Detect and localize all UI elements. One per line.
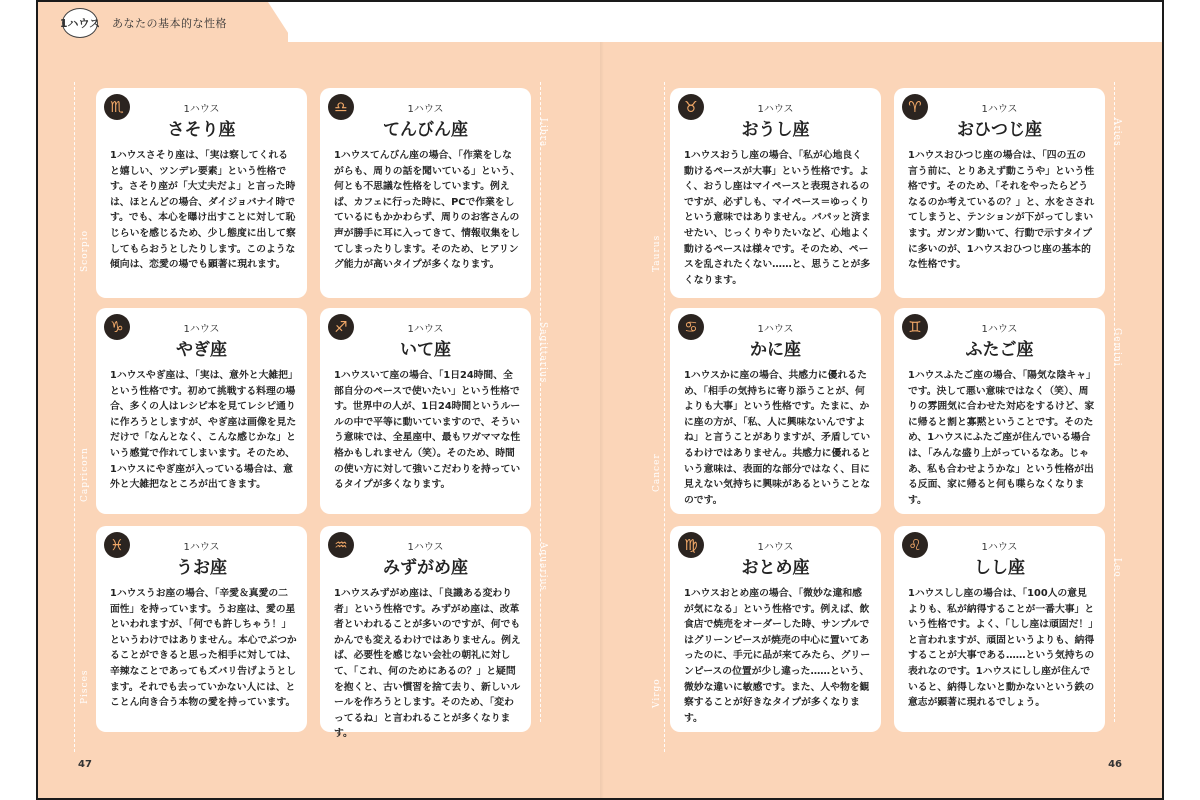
card-description: 1ハウスうお座の場合、「辛愛＆真愛の二面性」を持っています。うお座は、愛の星といわれますが、「何でも許しちゃう！」というわけではありません。本心でぶつかることができると思った相手に対しては、辛辣なことであってもズバリ告げようとします。それでも去っていかない人には、とことん向き合う本物の愛を持っています。 [110, 588, 297, 709]
card-sign-name: おうし座 [741, 120, 810, 140]
label-aries: Aries [1112, 118, 1122, 147]
card-scorpio [96, 88, 307, 298]
card-description: 1ハウスやぎ座は、「実は、意外と大雑把」という性格です。初めて挑戦する料理の場合、多くの人はレシピ本を見てレシピ通りに作ろうとしますが、やぎ座は画像を見ただけで「なんとなく、こんな感じかな」という感覚で作れてしまいます。そのため、1ハウスにやぎ座が入っている場合は、意外と大雑把なところが出てきます。 [110, 370, 297, 491]
label-scorpio: Scorpio [80, 230, 90, 272]
card-house-label: 1ハウス [757, 324, 794, 335]
left-edge-line [74, 82, 75, 752]
card-description: 1ハウスかに座の場合、共感力に優れるため、「相手の気持ちに寄り添うことが、何よりも大事」という性格です。たまに、かに座の方が、「私、人に興味ないんですよね」と言うことがありますが、矛盾しているわけではありません。共感力に優れるという意味は、表面的な部分ではなく、目に見えない気持ちに興味があるということなのです。 [684, 370, 871, 506]
card-cancer [670, 308, 881, 514]
card-taurus [670, 88, 881, 298]
page-number-left: 47 [78, 759, 92, 770]
page-number-right: 46 [1108, 759, 1122, 770]
aries-icon: ♈ [902, 94, 928, 120]
card-gemini [894, 308, 1105, 514]
capricorn-icon: ♑ [104, 314, 130, 340]
card-house-label: 1ハウス [407, 542, 444, 553]
house-badge: 1ハウス [62, 8, 98, 38]
card-sign-name: やぎ座 [176, 340, 227, 360]
card-house-label: 1ハウス [407, 104, 444, 115]
card-capricorn [96, 308, 307, 514]
card-house-label: 1ハウス [183, 324, 220, 335]
label-leo: Leo [1112, 558, 1122, 578]
virgo-icon: ♍ [678, 532, 704, 558]
card-sign-name: てんびん座 [383, 120, 468, 140]
libra-icon: ♎ [328, 94, 354, 120]
header-tab-edge [268, 2, 308, 44]
right-edge-line [1114, 82, 1115, 722]
card-sign-name: ふたご座 [965, 340, 1034, 360]
page-gutter [600, 42, 604, 800]
card-sign-name: さそり座 [167, 120, 236, 140]
card-sign-name: おひつじ座 [957, 120, 1042, 140]
card-description: 1ハウスおとめ座の場合、「微妙な違和感が気になる」という性格です。例えば、飲食店で焼売をオーダーした時、サンプルではグリーンピースが焼売の中心に置いてあったのに、手元に品が来てみたら、グリーンピースの位置が少し違った……という、微妙な違いに敏感です。また、人や物を観察することが好きなタイプが多くなります。 [684, 588, 871, 724]
taurus-icon: ♉ [678, 94, 704, 120]
card-description: 1ハウスみずがめ座は、「良識ある変わり者」という性格です。みずがめ座は、改革者といわれることが多いのですが、何でもかんでも変えるわけではありません。例えば、必要性を感じない会社の朝礼に対して、「これ、何のためにあるの？」と疑問を抱くと、古い慣習を捨て去り、新しいルールを作ろうとします。そのため、「変わってるね」と言われることが多くなります。 [334, 588, 521, 740]
aquarius-icon: ♒ [328, 532, 354, 558]
sagittarius-icon: ♐ [328, 314, 354, 340]
label-virgo: Virgo [652, 678, 662, 708]
card-house-label: 1ハウス [183, 104, 220, 115]
card-leo [894, 526, 1105, 732]
right-page-left-line [664, 82, 665, 752]
card-house-label: 1ハウス [757, 542, 794, 553]
cancer-icon: ♋ [678, 314, 704, 340]
label-aquarius: Aquarius [538, 542, 548, 592]
page-title: あなたの基本的な性格 [112, 17, 227, 30]
card-house-label: 1ハウス [981, 324, 1018, 335]
label-gemini: Gemini [1112, 328, 1122, 367]
gemini-icon: ♊ [902, 314, 928, 340]
card-description: 1ハウスおひつじ座の場合は、「四の五の言う前に、とりあえず動こうや」という性格です。そのため、「それをやったらどうなるのか考えているの？」と、水をさされてしまうと、テンションが下がってしまいます。ガンガン動いて、行動で示すタイプに多いのが、1ハウスおひつじ座の基本的な性格です。 [908, 150, 1095, 271]
scorpio-icon: ♏ [104, 94, 130, 120]
card-pisces [96, 526, 307, 732]
label-libra: Libra [538, 118, 548, 148]
header-band [288, 2, 1162, 42]
book-spread [36, 0, 1164, 800]
label-pisces: Pisces [80, 669, 90, 704]
card-sagittarius [320, 308, 531, 514]
card-sign-name: おとめ座 [741, 558, 810, 578]
card-libra [320, 88, 531, 298]
card-aquarius [320, 526, 531, 740]
card-sign-name: うお座 [176, 558, 227, 578]
card-description: 1ハウスてんびん座の場合、「作業をしながらも、周りの話を聞いている」という、何とも不思議な性格をしています。例えば、カフェに行った時に、PCで作業をしているにもかかわらず、周りのお客さんの声が勝手に耳に入ってきて、情報収集をしてしまったりします。そのため、ヒアリング能力が高いタイプが多くなります。 [334, 150, 521, 271]
card-virgo [670, 526, 881, 732]
card-aries [894, 88, 1105, 298]
label-cancer: Cancer [652, 453, 662, 492]
card-house-label: 1ハウス [981, 104, 1018, 115]
card-sign-name: みずがめ座 [383, 558, 468, 578]
pisces-icon: ♓ [104, 532, 130, 558]
card-house-label: 1ハウス [981, 542, 1018, 553]
card-description: 1ハウスさそり座は、「実は察してくれると嬉しい、ツンデレ要素」という性格です。さそり座が「大丈夫だよ」と言った時は、ほとんどの場合、ダイジョバナイ時です。でも、本心を曝け出すことに対して恥じらいを感じるため、少し態度に出して察してもらおうとしたりします。このような傾向は、恋愛の場でも顕著に現れます。 [110, 150, 296, 271]
card-sign-name: かに座 [750, 340, 801, 360]
card-house-label: 1ハウス [183, 542, 220, 553]
card-house-label: 1ハウス [407, 324, 444, 335]
label-taurus: Taurus [652, 234, 662, 272]
card-sign-name: いて座 [400, 340, 451, 360]
card-house-label: 1ハウス [757, 104, 794, 115]
label-capricorn: Capricorn [80, 447, 90, 502]
label-sagittarius: Sagittarius [538, 322, 548, 384]
card-description: 1ハウスふたご座の場合、「陽気な陰キャ」です。決して悪い意味ではなく（笑）、周りの雰囲気に合わせた対応をするけど、家に帰ると割と寡黙ということです。そのため、1ハウスにふたご座が住んでいる場合は、「みんな盛り上がっているなあ。じゃあ、私も合わせようかな」という性格が出る反面、家に帰ると何も喋らなくなります。 [908, 370, 1095, 506]
card-description: 1ハウスおうし座の場合、「私が心地良く動けるペースが大事」という性格です。よく、おうし座はマイペースと表現されるのですが、必ずしも、マイペース＝ゆっくりという意味ではありません。パパッと済ませたい、じっくりやりたいなど、心地よく動けるペースは様々です。そのため、ペースを乱されたくない……と、思うことが多くなります。 [684, 150, 871, 286]
leo-icon: ♌ [902, 532, 928, 558]
card-description: 1ハウスしし座の場合は、「100人の意見よりも、私が納得することが一番大事」という性格です。よく、「しし座は頑固だ！」と言われますが、頑固というよりも、納得することが大事である……という気持ちの表れなのです。1ハウスにしし座が住んでいると、納得しないと動かないという鉄の意志が顕著に現れるでしょう。 [908, 588, 1095, 709]
card-sign-name: しし座 [974, 558, 1025, 578]
left-page-right-line [540, 82, 541, 722]
card-description: 1ハウスいて座の場合、「1日24時間、全部自分のペースで使いたい」という性格です。世界中の人が、1日24時間というルールの中で平等に動いていますので、そういう意味では、全星座中、最もワガママな性格かもしれません（笑）。そのため、時間の使い方に対して強いこだわりを持っているタイプが多くなります。 [334, 370, 521, 491]
